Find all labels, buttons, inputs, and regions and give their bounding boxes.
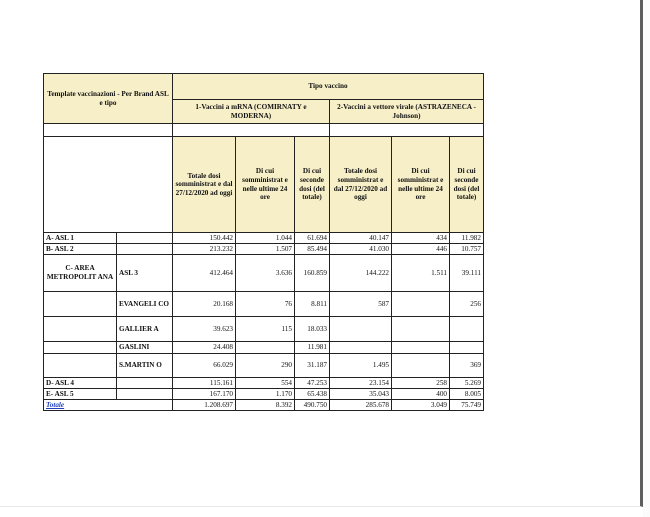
template-title: Template vaccinazioni - Per Brand ASL e tipo (44, 74, 173, 124)
row-label: D- ASL 4 (44, 378, 117, 389)
table-row (44, 233, 484, 244)
sub-label: EVANGELI CO (117, 292, 173, 317)
cell-24ore: 258 (392, 378, 450, 389)
cell-totale: 24.408 (173, 342, 236, 354)
empty-cell (44, 124, 173, 137)
cell-seconde (450, 317, 484, 342)
sub-label: GASLINI (117, 342, 173, 354)
cell-24ore: 1.511 (392, 255, 450, 292)
col-header-seconde: Di cui seconde dosi (del totale) (450, 137, 484, 233)
cell-seconde: 75.749 (450, 400, 484, 411)
total-label: Totale (44, 400, 173, 411)
cell-seconde: 160.859 (295, 255, 330, 292)
vaccination-table (43, 73, 484, 411)
sub-label (117, 233, 173, 244)
cell-totale: 41.030 (330, 244, 392, 255)
row-label (44, 342, 117, 354)
cell-seconde: 11.982 (450, 233, 484, 244)
cell-totale: 213.232 (173, 244, 236, 255)
row-label (44, 354, 117, 378)
cell-seconde: 11.981 (295, 342, 330, 354)
cell-seconde: 490.750 (295, 400, 330, 411)
cell-24ore: 115 (236, 317, 295, 342)
table-row (44, 292, 484, 317)
empty-cell (44, 137, 173, 233)
sub-label (117, 378, 173, 389)
row-label (44, 317, 117, 342)
cell-seconde: 47.253 (295, 378, 330, 389)
col-header-totale: Totale dosi somministrat e dal 27/12/2020 ad oggi (330, 137, 392, 233)
cell-24ore: 554 (236, 378, 295, 389)
cell-totale: 40.147 (330, 233, 392, 244)
cell-24ore (392, 342, 450, 354)
row-label: C- AREA METROPOLIT ANA (44, 255, 117, 292)
col-header-totale: Totale dosi somministrat e dal 27/12/2020 ad oggi (173, 137, 236, 233)
col-header-24ore: Di cui somministrat e nelle ultime 24 ore (236, 137, 295, 233)
cell-seconde: 18.033 (295, 317, 330, 342)
cell-24ore: 400 (392, 389, 450, 400)
empty-cell (330, 124, 484, 137)
col-header-24ore: Di cui somministrat e nelle ultime 24 ore (392, 137, 450, 233)
mrna-group-header: 1-Vaccini a mRNA (COMIRNATY e MODERNA) (173, 100, 330, 124)
row-label: E- ASL 5 (44, 389, 117, 400)
scrollbar-track (643, 0, 650, 517)
cell-seconde: 61.694 (295, 233, 330, 244)
table-row (44, 378, 484, 389)
cell-totale (330, 342, 392, 354)
cell-seconde: 10.757 (450, 244, 484, 255)
cell-totale: 150.442 (173, 233, 236, 244)
cell-seconde: 8.811 (295, 292, 330, 317)
cell-totale: 23.154 (330, 378, 392, 389)
empty-cell (173, 124, 330, 137)
cell-totale: 587 (330, 292, 392, 317)
sub-label (117, 244, 173, 255)
cell-24ore: 76 (236, 292, 295, 317)
table-row (44, 244, 484, 255)
tipo-vaccino-header: Tipo vaccino (173, 74, 484, 100)
cell-totale: 20.168 (173, 292, 236, 317)
table-row (44, 342, 484, 354)
sub-label: ASL 3 (117, 255, 173, 292)
sub-label (117, 389, 173, 400)
sub-label: GALLIER A (117, 317, 173, 342)
cell-totale: 285.678 (330, 400, 392, 411)
row-label: A- ASL 1 (44, 233, 117, 244)
cell-totale: 144.222 (330, 255, 392, 292)
table-row (44, 255, 484, 292)
table-row (44, 389, 484, 400)
cell-totale: 39.623 (173, 317, 236, 342)
cell-24ore: 3.049 (392, 400, 450, 411)
cell-24ore: 3.636 (236, 255, 295, 292)
cell-totale: 115.161 (173, 378, 236, 389)
cell-seconde: 369 (450, 354, 484, 378)
cell-seconde: 39.111 (450, 255, 484, 292)
cell-24ore: 1.170 (236, 389, 295, 400)
col-header-seconde: Di cui seconde dosi (del totale) (295, 137, 330, 233)
cell-totale: 167.170 (173, 389, 236, 400)
cell-seconde: 8.005 (450, 389, 484, 400)
cell-24ore: 290 (236, 354, 295, 378)
cell-seconde: 256 (450, 292, 484, 317)
table-row (44, 317, 484, 342)
cell-seconde: 85.494 (295, 244, 330, 255)
row-label (44, 292, 117, 317)
cell-24ore (392, 292, 450, 317)
cell-totale: 412.464 (173, 255, 236, 292)
cell-seconde: 5.269 (450, 378, 484, 389)
cell-seconde: 65.438 (295, 389, 330, 400)
cell-24ore (236, 342, 295, 354)
cell-24ore (392, 354, 450, 378)
row-label: B- ASL 2 (44, 244, 117, 255)
cell-24ore: 8.392 (236, 400, 295, 411)
cell-seconde (450, 342, 484, 354)
table-row (44, 354, 484, 378)
cell-24ore: 1.507 (236, 244, 295, 255)
total-row (44, 400, 484, 411)
sub-label: S.MARTIN O (117, 354, 173, 378)
cell-totale: 35.043 (330, 389, 392, 400)
cell-totale: 66.029 (173, 354, 236, 378)
cell-24ore (392, 317, 450, 342)
cell-24ore: 434 (392, 233, 450, 244)
cell-totale: 1.495 (330, 354, 392, 378)
cell-24ore: 446 (392, 244, 450, 255)
cell-24ore: 1.044 (236, 233, 295, 244)
cell-totale: 1.208.697 (173, 400, 236, 411)
cell-totale (330, 317, 392, 342)
viral-vector-group-header: 2-Vaccini a vettore virale (ASTRAZENECA - Johnson) (330, 100, 484, 124)
cell-seconde: 31.187 (295, 354, 330, 378)
